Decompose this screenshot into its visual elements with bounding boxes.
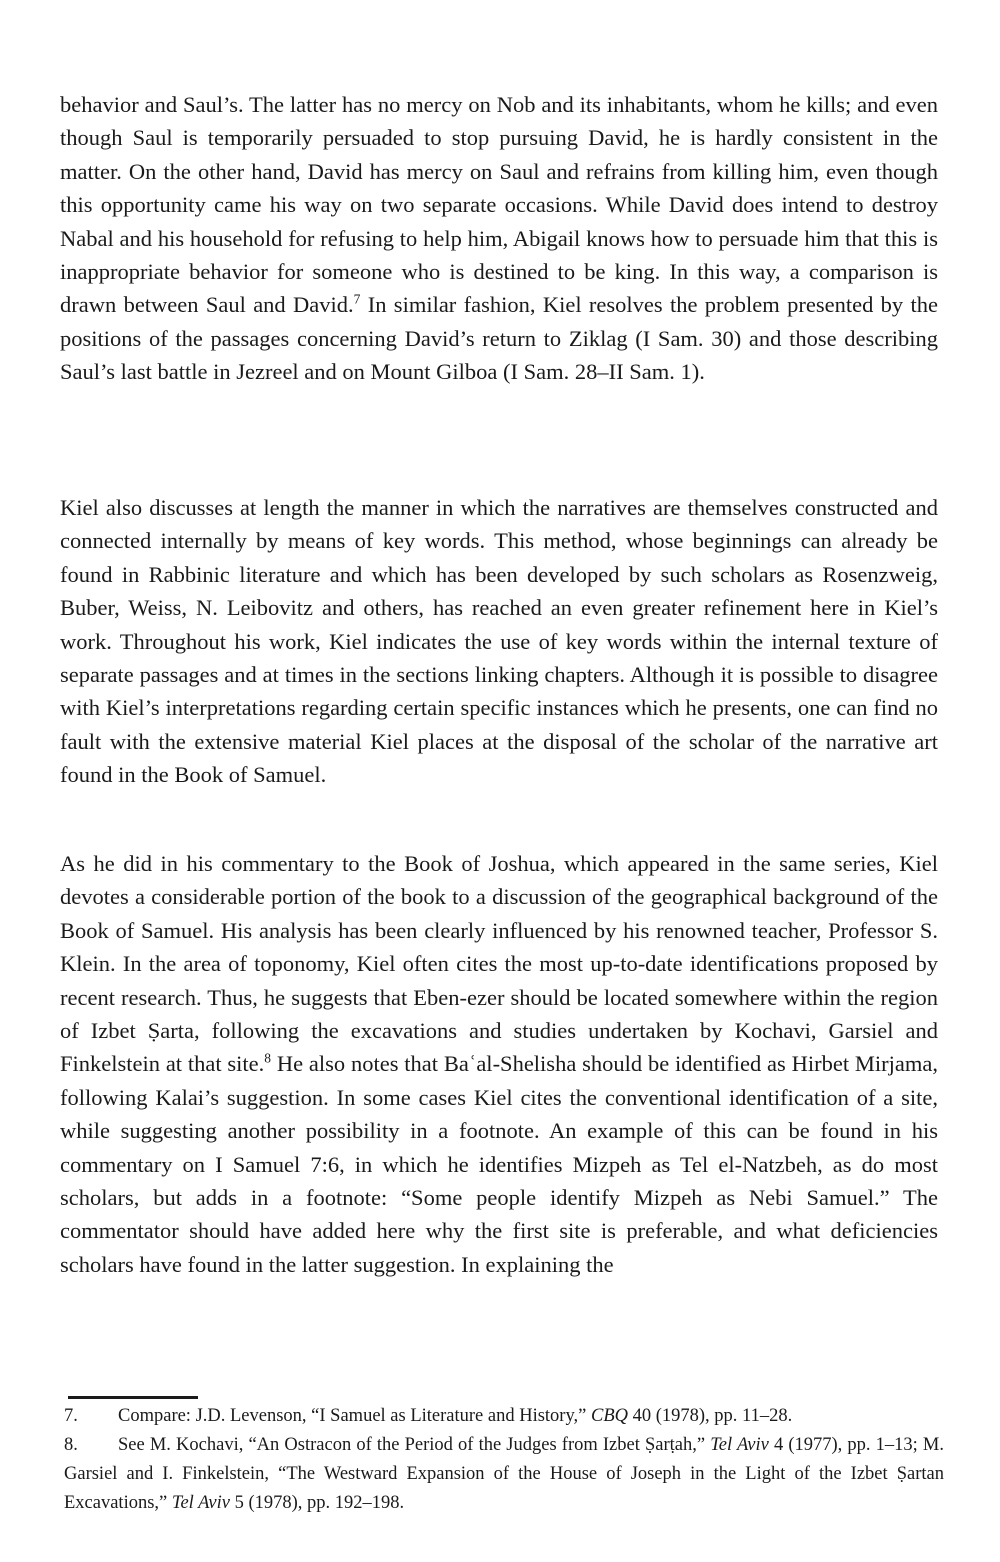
footnote-7: [64, 1402, 944, 1431]
text-run: behavior and Saul’s. The latter has no mercy on Nob and its inhabitants, whom he kills; and even though Saul is temporarily persuaded to stop pursuing David, he is hardly consistent in the matter. On the other hand, David has mercy on Saul and refrains from killing him, even though this opportunity came his way on two separate occasions. While David does intend to destroy Nabal and his household for refusing to help him, Abigail knows how to persuade him that this is inappropriate behavior for someone who is destined to be king. In this way, a comparison is drawn between Saul and David.: [60, 92, 938, 318]
body-paragraph: [60, 847, 938, 1281]
footnote-separator-rule: [68, 1396, 198, 1399]
text-run: Compare: J.D. Levenson, “I Samuel as Literature and History,”: [118, 1406, 591, 1426]
footnote-reference: 8: [264, 1050, 272, 1066]
journal-title: CBQ: [590, 1406, 628, 1426]
text-run: In similar fashion, Kiel resolves the problem presented by the positions of the passages concerning David’s return to Ziklag (I Sam. 30) and those describing Saul’s last battle in Jezreel and on Mount Gilboa (I Sam. 28–II Sam. 1).: [60, 292, 938, 385]
footnote-8: [64, 1431, 944, 1518]
text-run: See M. Kochavi, “An Ostracon of the Period of the Judges from Izbet Ṣarṭah,”: [118, 1435, 711, 1455]
footnote-number: 8.: [64, 1435, 78, 1455]
text-run: Kiel also discusses at length the manner in which the narratives are themselves constructed and connected internally by means of key words. This method, whose beginnings can already be found in Rabbinic literature and which has been developed by such scholars as Rosenzweig, Buber, Weiss, N. Leibovitz and others, has reached an even greater refinement here in Kiel’s work. Throughout his work, Kiel indicates the use of key words within the internal texture of separate passages and at times in the sections linking chapters. Although it is possible to disagree with Kiel’s interpretations regarding certain specific instances which he presents, one can find no fault with the extensive material Kiel places at the disposal of the scholar of the narrative art found in the Book of Samuel.: [60, 495, 938, 788]
text-run: He also notes that Baʿal-Shelisha should be identified as Hirbet Mirjama, following Kalai’s suggestion. In some cases Kiel cites the conventional identification of a site, while suggesting another possibility in a footnote. An example of this can be found in his commentary on I Samuel 7:6, in which he identifies Mizpeh as Tel el-Natzbeh, as do most scholars, but adds in a footnote: “Some people identify Mizpeh as Nebi Samuel.” The commentator should have added here why the first site is preferable, and what deficiencies scholars have found in the latter suggestion. In explaining the: [60, 1051, 938, 1277]
footnote-number: 7.: [64, 1406, 78, 1426]
journal-title: Tel Aviv: [710, 1435, 769, 1455]
body-paragraph: [60, 491, 938, 792]
footnotes: [64, 1402, 944, 1518]
journal-title: Tel Aviv: [171, 1493, 230, 1513]
text-run: 4 (1977), pp. 1–13; M. Garsiel and I. Finkelstein, “The Westward Expansion of the House of Joseph in the Light of the Izbet Ṣartan Excavations,”: [64, 1435, 944, 1513]
text-run: As he did in his commentary to the Book of Joshua, which appeared in the same series, Kiel devotes a considerable portion of the book to a discussion of the geographical background of the Book of Samuel. His analysis has been clearly influenced by his renowned teacher, Professor S. Klein. In the area of toponomy, Kiel often cites the most up-to-date identifications proposed by recent research. Thus, he suggests that Eben-ezer should be located somewhere within the region of Izbet Ṣarta, following the excavations and studies undertaken by Kochavi, Garsiel and Finkelstein at that site.: [60, 851, 938, 1077]
footnote-text: [64, 1435, 944, 1513]
text-run: 40 (1978), pp. 11–28.: [627, 1406, 793, 1426]
text-run: 5 (1978), pp. 192–198.: [229, 1493, 405, 1513]
body-paragraph: [60, 88, 938, 389]
footnote-text: [118, 1406, 792, 1426]
footnote-reference: 7: [353, 291, 361, 307]
